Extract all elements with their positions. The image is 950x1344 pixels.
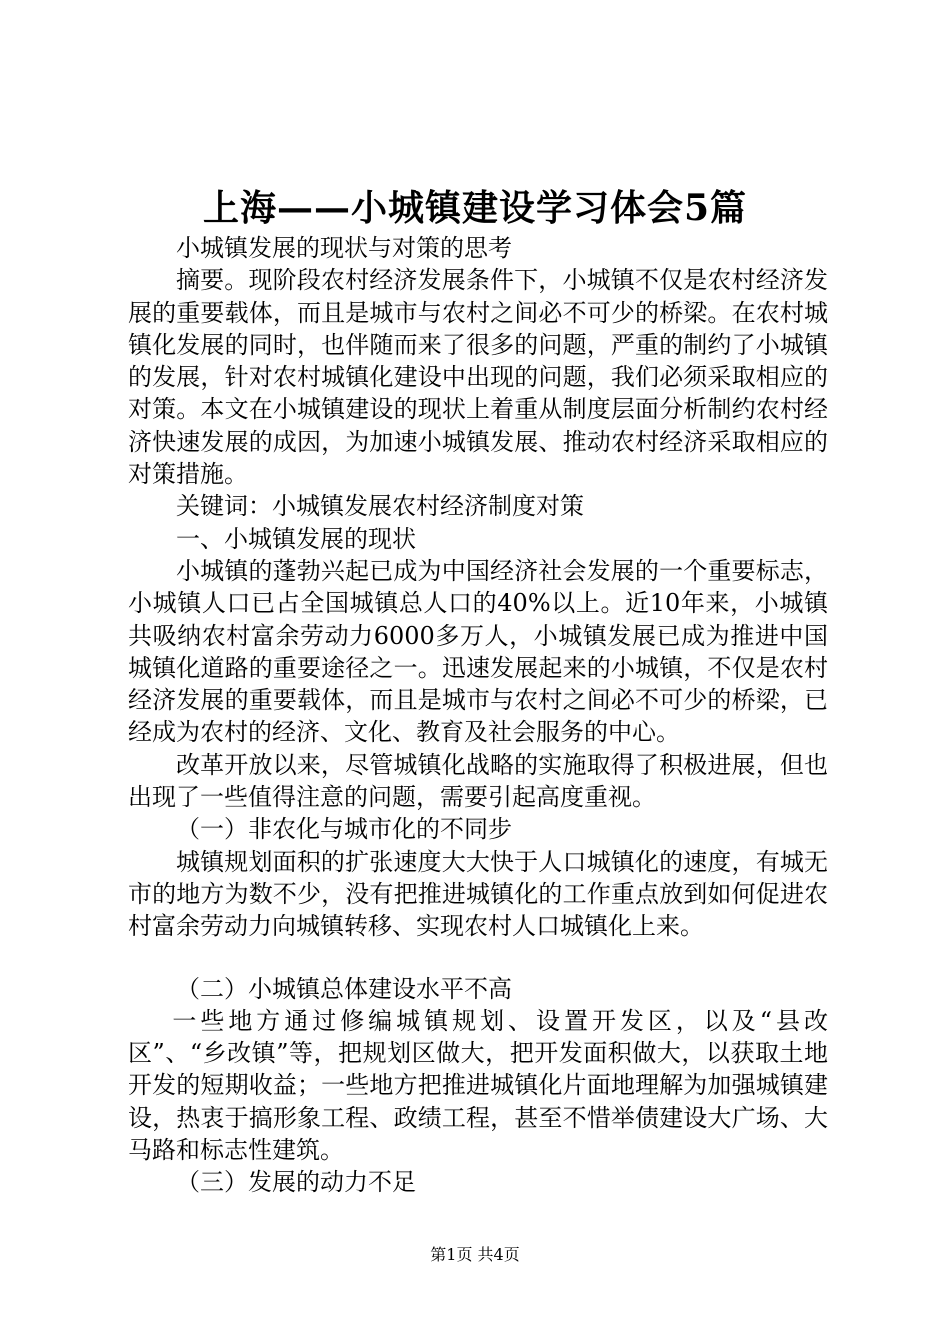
subsection-heading-3: （三）发展的动力不足 (176, 1168, 416, 1197)
paragraph-construction: 一些地方通过修编城镇规划、设置开发区，以及“县改区”、“乡改镇”等，把规划区做大，把开发面积做大，以获取土地开发的短期收益；一些地方把推进城镇化片面地理解为加强城镇建设，热衷于搞形象工程、政绩工程，甚至不惜举债建设大广场、大马路和标志性建筑。 (128, 1006, 828, 1165)
paragraph-reform: 改革开放以来，尽管城镇化战略的实施取得了积极进展，但也出现了一些值得注意的问题，需要引起高度重视。 (128, 750, 828, 812)
document-title: 上海——小城镇建设学习体会5篇 (202, 187, 748, 229)
paragraph-subtitle: 小城镇发展的现状与对策的思考 (176, 234, 512, 262)
subsection-heading-2: （二）小城镇总体建设水平不高 (176, 974, 512, 1003)
paragraph-planning: 城镇规划面积的扩张速度大大快于人口城镇化的速度，有城无市的地方为数不少，没有把推进城镇化的工作重点放到如何促进农村富余劳动力向城镇转移、实现农村人口城镇化上来。 (128, 847, 828, 941)
paragraph-status: 小城镇的蓬勃兴起已成为中国经济社会发展的一个重要标志，小城镇人口已占全国城镇总人口的40%以上。近10年来，小城镇共吸纳农村富余劳动力6000多万人，小城镇发展已成为推进中国城镇化道路的重要途径之一。迅速发展起来的小城镇，不仅是农村经济发展的重要载体，而且是城市与农村之间必不可少的桥梁，已经成为农村的经济、文化、教育及社会服务的中心。 (128, 556, 828, 747)
document-body (128, 232, 828, 1199)
paragraph-abstract: 摘要。现阶段农村经济发展条件下，小城镇不仅是农村经济发展的重要载体，而且是城市与农村之间必不可少的桥梁。在农村城镇化发展的同时，也伴随而来了很多的问题，严重的制约了小城镇的发展，针对农村城镇化建设中出现的问题，我们必须采取相应的对策。本文在小城镇建设的现状上着重从制度层面分析制约农村经济快速发展的成因，为加速小城镇发展、推动农村经济采取相应的对策措施。 (128, 266, 828, 489)
paragraph-keywords: 关键词：小城镇发展农村经济制度对策 (176, 492, 584, 521)
section-heading-1: 一、小城镇发展的现状 (176, 524, 416, 553)
page-footer: 第1页 共4页 (430, 1245, 520, 1264)
paragraph-gap (128, 943, 828, 973)
subsection-heading-1: （一）非农化与城市化的不同步 (176, 815, 512, 844)
